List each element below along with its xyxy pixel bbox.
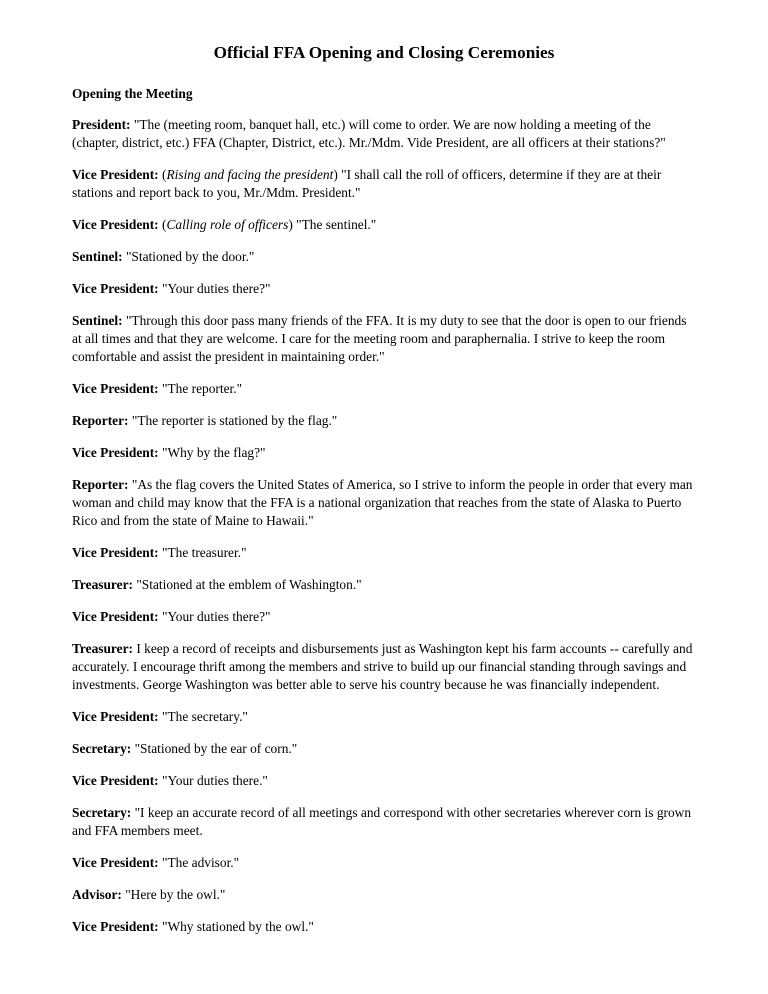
dialogue-line bbox=[72, 918, 696, 936]
dialogue-line bbox=[72, 804, 696, 840]
dialogue-line bbox=[72, 608, 696, 626]
spoken-text: "Your duties there?" bbox=[158, 281, 271, 296]
dialogue-line bbox=[72, 576, 696, 594]
spoken-text: "Why stationed by the owl." bbox=[158, 919, 314, 934]
speaker-label: Reporter: bbox=[72, 477, 129, 492]
dialogue-line bbox=[72, 886, 696, 904]
document-title: Official FFA Opening and Closing Ceremonies bbox=[213, 43, 555, 62]
dialogue-line bbox=[72, 740, 696, 758]
speaker-label: Vice President: bbox=[72, 381, 159, 396]
dialogue-line bbox=[72, 116, 696, 152]
speaker-label: Secretary: bbox=[72, 805, 132, 820]
dialogue-line bbox=[72, 312, 696, 366]
spoken-text: "Stationed by the door." bbox=[122, 249, 255, 264]
spoken-text: ) "The sentinel." bbox=[288, 217, 377, 232]
dialogue-line bbox=[72, 772, 696, 790]
dialogue-line bbox=[72, 444, 696, 462]
spoken-text: "The secretary." bbox=[158, 709, 248, 724]
dialogue-line bbox=[72, 640, 696, 694]
spoken-text: "Your duties there." bbox=[158, 773, 268, 788]
dialogue-line bbox=[72, 854, 696, 872]
dialogue-line bbox=[72, 166, 696, 202]
dialogue-line bbox=[72, 280, 696, 298]
speaker-label: Vice President: bbox=[72, 919, 159, 934]
dialogue-line bbox=[72, 476, 696, 530]
spoken-text: "The treasurer." bbox=[158, 545, 247, 560]
speaker-label: Vice President: bbox=[72, 217, 159, 232]
speaker-label: Vice President: bbox=[72, 773, 159, 788]
speaker-label: Sentinel: bbox=[72, 249, 123, 264]
speaker-label: Reporter: bbox=[72, 413, 129, 428]
stage-direction: Calling role of officers bbox=[166, 217, 289, 232]
spoken-text: "The advisor." bbox=[158, 855, 240, 870]
stage-direction: Rising and facing the president bbox=[166, 167, 334, 182]
spoken-text: "As the flag covers the United States of America, so I strive to inform the people in order that every man woman and child may know that the FFA is a national organization that reaches from the state of Alaska to Puerto Rico and from the state of Maine to Hawaii." bbox=[72, 477, 693, 528]
spoken-text: "Your duties there?" bbox=[158, 609, 271, 624]
speaker-label: Treasurer: bbox=[72, 577, 133, 592]
dialogue-line bbox=[72, 248, 696, 266]
spoken-text: "Stationed by the ear of corn." bbox=[131, 741, 298, 756]
speaker-label: Vice President: bbox=[72, 281, 159, 296]
dialogue-line bbox=[72, 380, 696, 398]
dialogue-line bbox=[72, 544, 696, 562]
spoken-text: ) "I shall call the roll of officers, determine if they are at their stations and report back to you, Mr./Mdm. President." bbox=[72, 167, 662, 200]
dialogue-list bbox=[72, 116, 696, 936]
dialogue-line bbox=[72, 412, 696, 430]
spoken-text: "Stationed at the emblem of Washington." bbox=[132, 577, 362, 592]
spoken-text: "I keep an accurate record of all meetings and correspond with other secretaries wherever corn is grown and FFA members meet. bbox=[72, 805, 692, 838]
dialogue-line bbox=[72, 708, 696, 726]
spoken-text: "The reporter." bbox=[158, 381, 243, 396]
speaker-label: Treasurer: bbox=[72, 641, 133, 656]
speaker-label: Secretary: bbox=[72, 741, 132, 756]
speaker-label: President: bbox=[72, 117, 131, 132]
spoken-text: I keep a record of receipts and disbursements just as Washington kept his farm accounts -- carefully and accurately. I encourage thrift among the members and strive to build up our financial standing through savings and investments. George Washington was better able to serve his country because he was financially independent. bbox=[72, 641, 693, 692]
spoken-text: "The reporter is stationed by the flag." bbox=[128, 413, 338, 428]
direction-open: ( bbox=[158, 217, 167, 232]
speaker-label: Vice President: bbox=[72, 545, 159, 560]
speaker-label: Vice President: bbox=[72, 855, 159, 870]
section-heading: Opening the Meeting bbox=[72, 86, 193, 101]
speaker-label: Vice President: bbox=[72, 709, 159, 724]
speaker-label: Advisor: bbox=[72, 887, 122, 902]
speaker-label: Vice President: bbox=[72, 609, 159, 624]
speaker-label: Vice President: bbox=[72, 445, 159, 460]
speaker-label: Vice President: bbox=[72, 167, 159, 182]
spoken-text: "Here by the owl." bbox=[121, 887, 226, 902]
speaker-label: Sentinel: bbox=[72, 313, 123, 328]
spoken-text: "Through this door pass many friends of the FFA. It is my duty to see that the door is open to our friends at all times and that they are welcome. I care for the meeting room and paraphernalia. I strive to keep the room comfortable and assist the president in maintaining order." bbox=[72, 313, 687, 364]
direction-open: ( bbox=[158, 167, 167, 182]
spoken-text: "The (meeting room, banquet hall, etc.) will come to order. We are now holding a meeting of the (chapter, district, etc.) FFA (Chapter, District, etc.). Mr./Mdm. Vide President, are all officers at their stations?" bbox=[72, 117, 666, 150]
dialogue-line bbox=[72, 216, 696, 234]
spoken-text: "Why by the flag?" bbox=[158, 445, 266, 460]
